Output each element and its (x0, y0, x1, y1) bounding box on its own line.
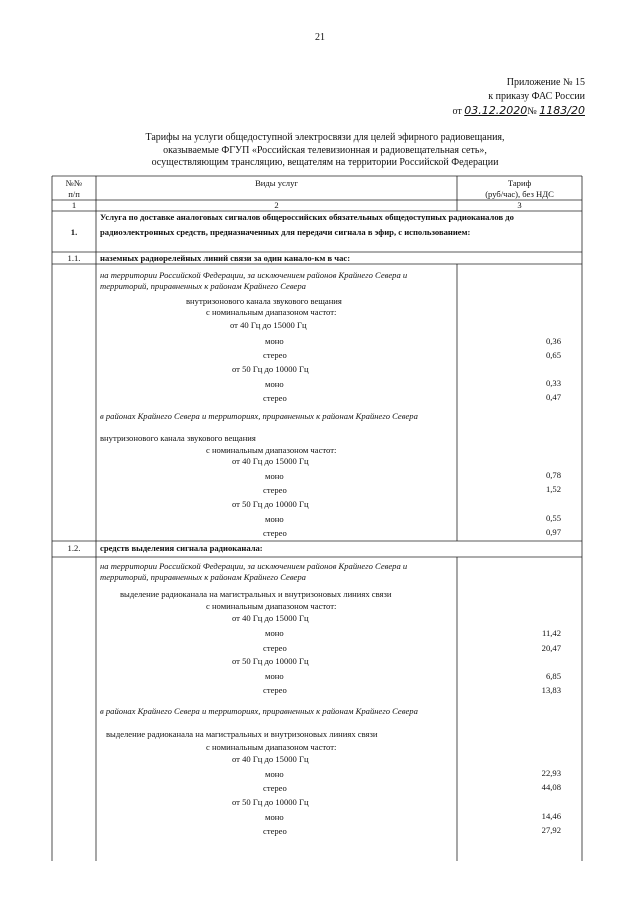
s11-stereo2-a-value: 0,47 (545, 392, 561, 402)
section-1-1-number: 1.1. (67, 253, 81, 263)
section-1-1-title: наземных радиорелейных линий связи за один канало-км в час: (100, 253, 351, 263)
header-num-line2: п/п (68, 189, 80, 199)
section-1-text-line1: Услуга по доставке аналоговых сигналов общероссийских обязательных общедоступных радиоканалов до (100, 212, 514, 222)
s12-stereo2-a-value: 13,83 (541, 685, 561, 695)
s11-mono2-a: моно (265, 379, 284, 389)
title-line-1: Тарифы на услуги общедоступной электросвязи для целей эфирного радиовещания, (145, 132, 505, 143)
s12-mono1-a: моно (265, 628, 284, 638)
s12-mono1-b: моно (265, 769, 284, 779)
s12-region-a-line2: территорий, приравненных к районам Крайнего Севера (100, 572, 306, 582)
header-tariff-line1: Тариф (507, 178, 532, 188)
s12-band1-b: от 40 Гц до 15000 Гц (232, 754, 309, 764)
s12-stereo2-b: стерео (263, 826, 287, 836)
s12-channel-b: выделение радиоканала на магистральных и внутризоновых линиях связи (106, 729, 378, 739)
s12-mono1-b-value: 22,93 (541, 768, 561, 778)
header-col-2: 2 (274, 200, 279, 210)
s11-mono1-b: моно (265, 471, 284, 481)
s11-stereo2-a: стерео (263, 393, 287, 403)
s11-stereo2-b: стерео (263, 528, 287, 538)
page-number: 21 (315, 32, 325, 43)
s11-band2-a: от 50 Гц до 10000 Гц (232, 364, 309, 374)
title-line-3: осуществляющим трансляцию, вещателям на территории Российской Федерации (151, 157, 499, 168)
s11-stereo1-b: стерео (263, 485, 287, 495)
s11-band1-a: от 40 Гц до 15000 Гц (230, 320, 307, 330)
s12-mono2-b-value: 14,46 (541, 811, 561, 821)
section-1-2-title: средств выделения сигнала радиоканала: (100, 543, 263, 553)
s11-region-a-line2: территорий, приравненных к районам Крайнего Севера (100, 281, 306, 291)
s11-region-b: в районах Крайнего Севера и территориях, приравненных к районам Крайнего Севера (100, 411, 418, 421)
s12-stereo2-b-value: 27,92 (541, 825, 561, 835)
s11-channel-a: внутризонового канала звукового вещания (186, 296, 342, 306)
s11-mono1-a: моно (265, 336, 284, 346)
s11-band2-b: от 50 Гц до 10000 Гц (232, 499, 309, 509)
s11-stereo1-b-value: 1,52 (545, 484, 561, 494)
header-num-line1: №№ (65, 178, 83, 188)
handwritten-date: 03.12.2020 (464, 104, 528, 117)
header-col-3: 3 (517, 200, 522, 210)
s12-channel-a: выделение радиоканала на магистральных и внутризоновых линиях связи (120, 589, 392, 599)
appendix-title: Приложение № 15 (506, 77, 585, 88)
section-1-number: 1. (70, 227, 78, 237)
s12-band1-a: от 40 Гц до 15000 Гц (232, 613, 309, 623)
s11-mono2-a-value: 0,33 (545, 378, 561, 388)
s11-band1-b: от 40 Гц до 15000 Гц (232, 456, 309, 466)
s12-stereo1-b: стерео (263, 783, 287, 793)
s12-stereo2-a: стерео (263, 685, 287, 695)
section-1-2-number: 1.2. (67, 543, 81, 553)
s12-range-a: с номинальным диапазоном частот: (206, 601, 337, 611)
s11-stereo1-a: стерео (263, 350, 287, 360)
s12-band2-b: от 50 Гц до 10000 Гц (232, 797, 309, 807)
s11-range-b: с номинальным диапазоном частот: (206, 445, 337, 455)
title-line-2: оказываемые ФГУП «Российская телевизионная и радиовещательная сеть», (163, 144, 487, 156)
section-1-text-line2: радиоэлектронных средств, предназначенных для передачи сигнала в эфир, с использованием: (100, 227, 471, 237)
s11-mono2-b: моно (265, 514, 284, 524)
header-col-1: 1 (71, 200, 77, 210)
from-label: от (452, 106, 462, 117)
s12-stereo1-a: стерео (263, 643, 287, 653)
s12-stereo1-b-value: 44,08 (541, 782, 561, 792)
s12-range-b: с номинальным диапазоном частот: (206, 742, 337, 752)
s11-mono2-b-value: 0,55 (545, 513, 561, 523)
handwritten-number: 1183/20 (539, 104, 585, 117)
s11-region-a-line1: на территории Российской Федерации, за исключением районов Крайнего Севера и (100, 270, 408, 280)
header-services: Виды услуг (255, 178, 298, 188)
s12-region-b: в районах Крайнего Севера и территориях, приравненных к районам Крайнего Севера (100, 706, 418, 716)
s11-stereo2-b-value: 0,97 (545, 527, 561, 537)
s12-band2-a: от 50 Гц до 10000 Гц (232, 656, 309, 666)
s12-mono2-a: моно (265, 671, 284, 681)
s12-region-a-line1: на территории Российской Федерации, за исключением районов Крайнего Севера и (100, 561, 408, 571)
s11-mono1-b-value: 0,78 (545, 470, 561, 480)
s12-mono2-b: моно (265, 812, 284, 822)
s12-mono1-a-value: 11,42 (541, 628, 561, 638)
s11-range-a: с номинальным диапазоном частот: (206, 307, 337, 317)
appendix-order: к приказу ФАС России (488, 91, 585, 102)
number-label: № (527, 106, 537, 117)
header-tariff-line2: (руб/час), без НДС (485, 189, 554, 199)
s12-mono2-a-value: 6,85 (545, 671, 561, 681)
s11-channel-b: внутризонового канала звукового вещания (100, 433, 256, 443)
s11-stereo1-a-value: 0,65 (545, 350, 561, 360)
s11-mono1-a-value: 0,36 (545, 336, 561, 346)
s12-stereo1-a-value: 20,47 (541, 643, 561, 653)
